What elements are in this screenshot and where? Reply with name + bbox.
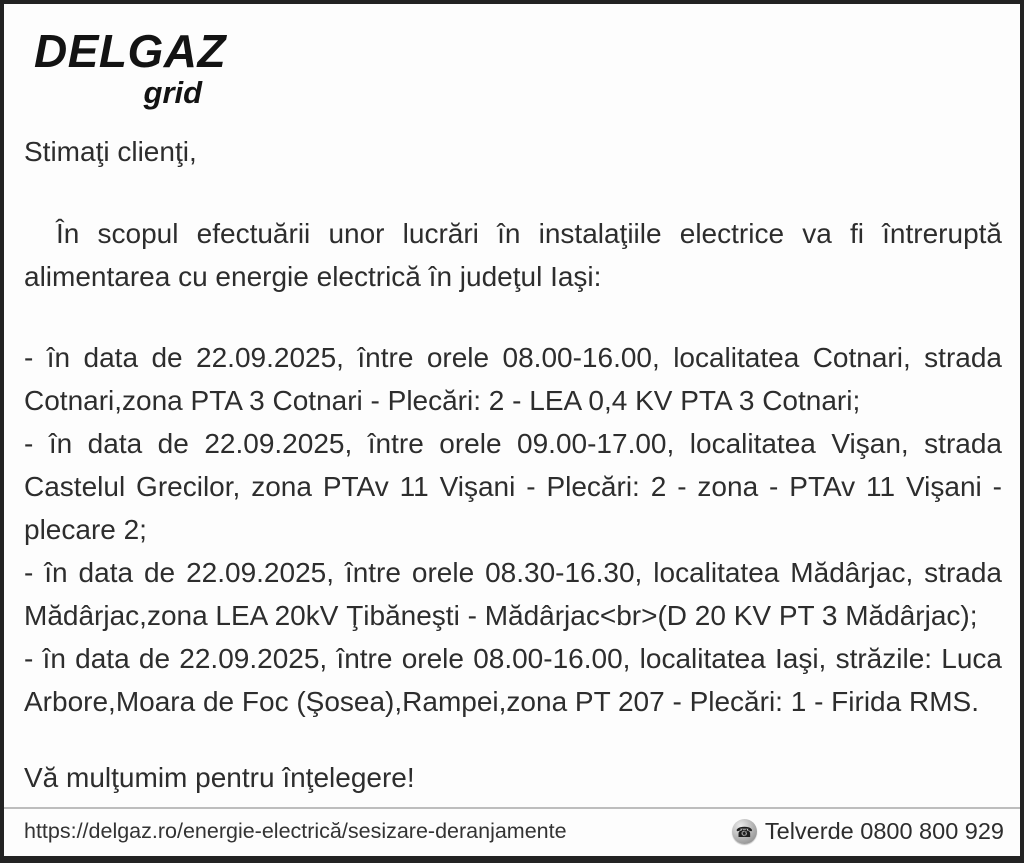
delgaz-grid-logo (34, 25, 227, 110)
footer-url: https://delgaz.ro/energie-electrică/sesizare-deranjamente (24, 819, 567, 843)
outage-list (24, 336, 1002, 723)
greeting-text: Stimaţi clienţi, (24, 136, 197, 167)
outage-item-cotnari: - în data de 22.09.2025, între orele 08.00-16.00, localitatea Cotnari, strada Cotnari,zona PTA 3 Cotnari - Plecări: 2 - LEA 0,4 KV PTA 3 Cotnari; (24, 342, 1002, 416)
logo-brand-text: DELGAZ (34, 25, 227, 77)
outage-item-madarjac: - în data de 22.09.2025, între orele 08.30-16.30, localitatea Mădârjac, strada Mădârjac,zona LEA 20kV Ţibăneşti - Mădârjac<br>(D 20 KV PT 3 Mădârjac); (24, 557, 1002, 631)
telephone-icon: ☎ (732, 819, 757, 844)
intro-paragraph: În scopul efectuării unor lucrări în instalaţiile electrice va fi întreruptă alimentarea cu energie electrică în judeţul Iaşi: (24, 218, 1002, 292)
thanks-text: Vă mulţumim pentru înţelegere! (24, 762, 415, 793)
logo-sub-text: grid (143, 75, 203, 110)
phone-label: Telverde 0800 800 929 (764, 818, 1004, 844)
notice-content (4, 4, 1020, 807)
footer-phone (732, 818, 1004, 845)
footer-bar (4, 807, 1020, 856)
outage-item-visan: - în data de 22.09.2025, între orele 09.00-17.00, localitatea Vişan, strada Castelul Grecilor, zona PTAv 11 Vişani - Plecări: 2 - zona - PTAv 11 Vişani - plecare 2; (24, 428, 1002, 545)
outage-item-iasi: - în data de 22.09.2025, între orele 08.00-16.00, localitatea Iaşi, străzile: Luca Arbore,Moara de Foc (Şosea),Rampei,zona PT 207 - Plecări: 1 - Firida RMS. (24, 643, 1002, 717)
